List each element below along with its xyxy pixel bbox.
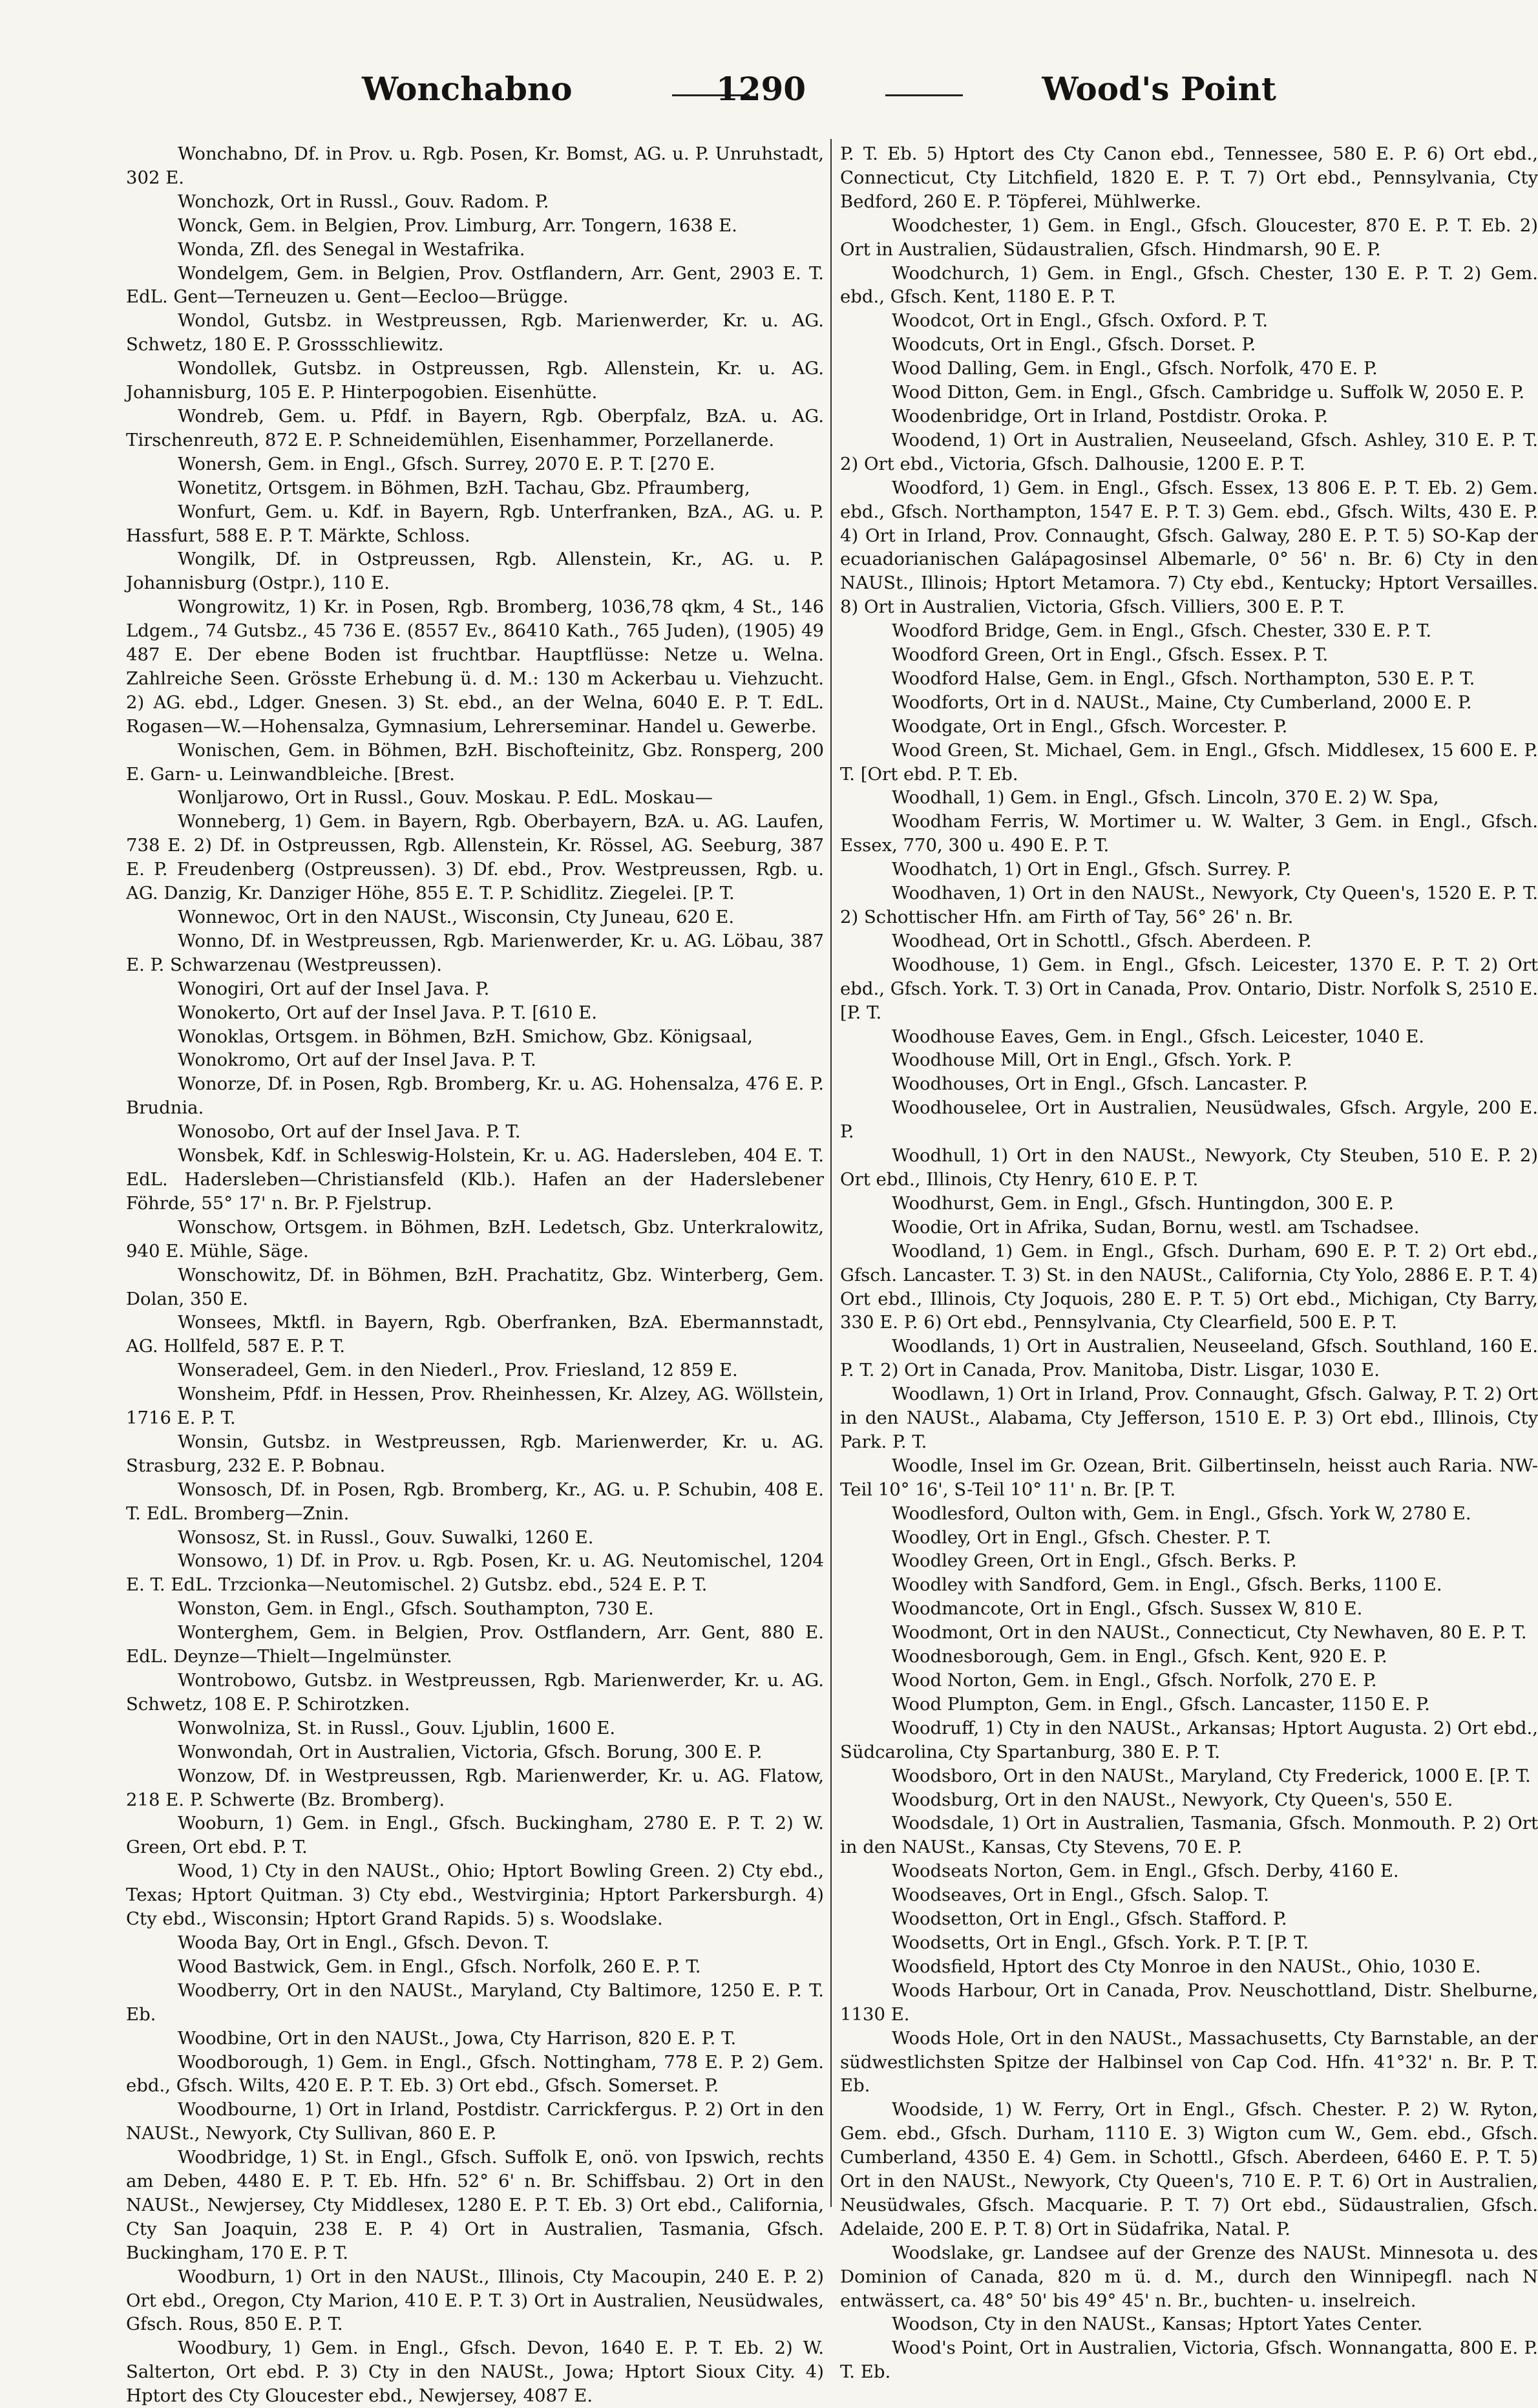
dictionary-entry: Woodsboro, Ort in den NAUSt., Maryland, Cty Frederick, 1000 E. [P. T. <box>892 1765 1531 1786</box>
column-divider <box>830 139 832 2207</box>
dictionary-entry: Wonschowitz, Df. in Böhmen, BzH. Prachatitz, Gbz. Winterberg, Gem. Dolan, 350 E. <box>126 1264 824 1309</box>
dictionary-entry: Wonorze, Df. in Posen, Rgb. Bromberg, Kr. u. AG. Hohensalza, 476 E. P. Brudnia. <box>126 1073 824 1119</box>
dictionary-entry: Woodhaven, 1) Ort in den NAUSt., Newyork, Cty Queen's, 1520 E. P. T. 2) Schottischer Hfn. am Firth of Tay, 56° 26' n. Br. <box>840 883 1538 927</box>
dictionary-entry: Wonchabno, Df. in Prov. u. Rgb. Posen, Kr. Bomst, AG. u. P. Unruhstadt, 302 E. <box>126 143 824 188</box>
dictionary-entry: Woodhouse Eaves, Gem. in Engl., Gfsch. Leicester, 1040 E. <box>892 1026 1425 1047</box>
left-column <box>126 142 824 2407</box>
dictionary-entry: Woodford Bridge, Gem. in Engl., Gfsch. Chester, 330 E. P. T. <box>892 620 1432 642</box>
dictionary-entry: Wonsowo, 1) Df. in Prov. u. Rgb. Posen, Kr. u. AG. Neutomischel, 1204 E. T. EdL. Trzcionka—Neutomischel. 2) Gutsbz. ebd., 524 E. P. T. <box>126 1550 824 1596</box>
dictionary-entry: Woodhouselee, Ort in Australien, Neusüdwales, Gfsch. Argyle, 200 E. P. <box>840 1097 1538 1143</box>
dictionary-entry: P. T. Eb. 5) Hptort des Cty Canon ebd., Tennessee, 580 E. P. 6) Ort ebd., Connecticut, Cty Litchfield, 1820 E. P. T. 7) Ort ebd., Pennsylvania, Cty Bedford, 260 E. P. Töpferei, Mühlwerke. <box>840 143 1538 212</box>
dictionary-entry: Wood Plumpton, Gem. in Engl., Gfsch. Lancaster, 1150 E. P. <box>892 1693 1430 1715</box>
dictionary-entry: Wonsosz, St. in Russl., Gouv. Suwalki, 1260 E. <box>178 1526 594 1548</box>
dictionary-entry: Woodchester, 1) Gem. in Engl., Gfsch. Gloucester, 870 E. P. T. Eb. 2) Ort in Australien, Südaustralien, Gfsch. Hindmarsh, 90 E. P. <box>840 215 1538 260</box>
dictionary-entry: Wonzow, Df. in Westpreussen, Rgb. Marienwerder, Kr. u. AG. Flatow, 218 E. P. Schwerte (Bz. Bromberg). <box>126 1765 824 1810</box>
dictionary-entry: Woodsfield, Hptort des Cty Monroe in den NAUSt., Ohio, 1030 E. <box>892 1956 1481 1977</box>
dictionary-entry: Woodgate, Ort in Engl., Gfsch. Worcester. P. <box>892 715 1288 737</box>
dictionary-entry: Wondol, Gutsbz. in Westpreussen, Rgb. Marienwerder, Kr. u. AG. Schwetz, 180 E. P. Grossschliewitz. <box>126 310 824 355</box>
dictionary-entry: Woodbourne, 1) Ort in Irland, Postdistr. Carrickfergus. P. 2) Ort in den NAUSt., Newyork, Cty Sullivan, 860 E. P. <box>126 2099 824 2144</box>
dictionary-entry: Wondollek, Gutsbz. in Ostpreussen, Rgb. Allenstein, Kr. u. AG. Johannisburg, 105 E. P. Hinterpogobien. Eisenhütte. <box>126 358 824 403</box>
dictionary-entry: Wonersh, Gem. in Engl., Gfsch. Surrey, 2070 E. P. T. [270 E. <box>178 453 715 474</box>
dictionary-entry: Woodsetts, Ort in Engl., Gfsch. York. P. T. [P. T. <box>892 1932 1309 1953</box>
page-header <box>0 70 1522 128</box>
dictionary-entry: Woodlands, 1) Ort in Australien, Neuseeland, Gfsch. Southland, 160 E. P. T. 2) Ort in Canada, Prov. Manitoba, Distr. Lisgar, 1030 E. <box>840 1336 1538 1381</box>
dictionary-entry: Wonnewoc, Ort in den NAUSt., Wisconsin, Cty Juneau, 620 E. <box>178 907 735 927</box>
dictionary-entry: Woodhall, 1) Gem. in Engl., Gfsch. Lincoln, 370 E. 2) W. Spa, <box>892 787 1439 808</box>
dictionary-entry: Wonischen, Gem. in Böhmen, BzH. Bischofteinitz, Gbz. Ronsperg, 200 E. Garn- u. Leinwandbleiche. [Brest. <box>126 739 824 785</box>
dictionary-entry: Woodsetton, Ort in Engl., Gfsch. Stafford. P. <box>892 1908 1287 1930</box>
dictionary-entry: Woodford, 1) Gem. in Engl., Gfsch. Essex, 13 806 E. P. T. Eb. 2) Gem. ebd., Gfsch. Northampton, 1547 E. P. T. 3) Gem. ebd., Gfsch. Wilts, 430 E. P. 4) Ort in Irland, Prov. Connaught, Gfsch. Galway, 280 E. P. T. 5) SO-Kap der ecuadorianischen Galápagosinsel Albemarle, 0° 56' n. Br. 6) Cty in den NAUSt., Illinois; Hptort Metamora. 7) Cty ebd., Kentucky; Hptort Versailles. 8) Ort in Australien, Victoria, Gfsch. Villiers, 300 E. P. T. <box>840 477 1538 618</box>
dictionary-entry: Woodson, Cty in den NAUSt., Kansas; Hptort Yates Center. <box>892 2314 1423 2335</box>
dictionary-entry: Woodruff, 1) Cty in den NAUSt., Arkansas; Hptort Augusta. 2) Ort ebd., Südcarolina, Cty Spartanburg, 380 E. P. T. <box>840 1717 1538 1762</box>
dictionary-entry: Woodlesford, Oulton with, Gem. in Engl., Gfsch. York W, 2780 E. <box>892 1503 1471 1524</box>
dictionary-entry: Woodcuts, Ort in Engl., Gfsch. Dorset. P. <box>892 334 1256 355</box>
dictionary-entry: Wondreb, Gem. u. Pfdf. in Bayern, Rgb. Oberpfalz, BzA. u. AG. Tirschenreuth, 872 E. P. Schneidemühlen, Eisenhammer, Porzellanerde. <box>126 405 824 450</box>
dictionary-entry: Woodley, Ort in Engl., Gfsch. Chester. P. T. <box>892 1526 1272 1548</box>
dictionary-entry: Wonschow, Ortsgem. in Böhmen, BzH. Ledetsch, Gbz. Unterkralowitz, 940 E. Mühle, Säge. <box>126 1216 824 1262</box>
dictionary-entry: Woodbine, Ort in den NAUSt., Jowa, Cty Harrison, 820 E. P. T. <box>178 2027 737 2049</box>
dictionary-entry: Wood Dalling, Gem. in Engl., Gfsch. Norfolk, 470 E. P. <box>892 358 1378 379</box>
dictionary-entry: Woods Hole, Ort in den NAUSt., Massachusetts, Cty Barnstable, an der südwestlichsten Spitze der Halbinsel von Cap Cod. Hfn. 41°32' n. Br. P. T. Eb. <box>840 2027 1538 2096</box>
dictionary-entry: Wontrobowo, Gutsbz. in Westpreussen, Rgb. Marienwerder, Kr. u. AG. Schwetz, 108 E. P. Schirotzken. <box>126 1670 824 1715</box>
page-number: 1290 <box>715 70 806 108</box>
dictionary-entry: Wood Green, St. Michael, Gem. in Engl., Gfsch. Middlesex, 15 600 E. P. T. [Ort ebd. P. T. Eb. <box>840 739 1538 785</box>
dictionary-entry: Wood's Point, Ort in Australien, Victoria, Gfsch. Wonnangatta, 800 E. P. T. Eb. <box>840 2338 1538 2383</box>
dictionary-entry: Woodside, 1) W. Ferry, Ort in Engl., Gfsch. Chester. P. 2) W. Ryton, Gem. ebd., Gfsch. Durham, 1110 E. 3) Wigton cum W., Gem. ebd., Gfsch. Cumberland, 4350 E. 4) Gem. in Schottl., Gfsch. Aberdeen, 6460 E. P. T. 5) Ort in den NAUSt., Newyork, Cty Queen's, 710 E. P. T. 6) Ort in Australien, Neusüdwales, Gfsch. Macquarie. P. T. 7) Ort ebd., Südaustralien, Gfsch. Adelaide, 200 E. P. T. 8) Ort in Südafrika, Natal. P. <box>840 2099 1538 2239</box>
dictionary-entry: Woodsdale, 1) Ort in Australien, Tasmania, Gfsch. Monmouth. P. 2) Ort in den NAUSt., Kansas, Cty Stevens, 70 E. P. <box>840 1813 1538 1858</box>
dictionary-entry: Woods Harbour, Ort in Canada, Prov. Neuschottland, Distr. Shelburne, 1130 E. <box>840 1980 1538 2025</box>
dictionary-entry: Wonterghem, Gem. in Belgien, Prov. Ostflandern, Arr. Gent, 880 E. EdL. Deynze—Thielt—Ingelmünster. <box>126 1622 824 1667</box>
dictionary-entry: Wonston, Gem. in Engl., Gfsch. Southampton, 730 E. <box>178 1598 654 1620</box>
dictionary-entry: Woodenbridge, Ort in Irland, Postdistr. Oroka. P. <box>892 405 1329 427</box>
dictionary-entry: Woodnesborough, Gem. in Engl., Gfsch. Kent, 920 E. P. <box>892 1646 1387 1667</box>
dictionary-entry: Wonwondah, Ort in Australien, Victoria, Gfsch. Borung, 300 E. P. <box>178 1741 763 1762</box>
dictionary-entry: Wood, 1) Cty in den NAUSt., Ohio; Hptort Bowling Green. 2) Cty ebd., Texas; Hptort Quitman. 3) Cty ebd., Westvirginia; Hptort Parkersburgh. 4) Cty ebd., Wisconsin; Hptort Grand Rapids. 5) s. Woodslake. <box>126 1861 824 1930</box>
dictionary-entry: Wood Ditton, Gem. in Engl., Gfsch. Cambridge u. Suffolk W, 2050 E. P. <box>892 382 1525 403</box>
dictionary-entry: Wood Norton, Gem. in Engl., Gfsch. Norfolk, 270 E. P. <box>892 1670 1377 1691</box>
dictionary-entry: Woodcot, Ort in Engl., Gfsch. Oxford. P. T. <box>892 310 1269 332</box>
dictionary-entry: Woodley Green, Ort in Engl., Gfsch. Berks. P. <box>892 1550 1297 1572</box>
dictionary-entry: Wonokromo, Ort auf der Insel Java. P. T. <box>178 1050 536 1071</box>
dictionary-entry: Wonno, Df. in Westpreussen, Rgb. Marienwerder, Kr. u. AG. Löbau, 387 E. P. Schwarzenau (Westpreussen). <box>126 930 824 975</box>
dictionary-entry: Woodlawn, 1) Ort in Irland, Prov. Connaught, Gfsch. Galway, P. T. 2) Ort in den NAUSt., Alabama, Cty Jefferson, 1510 E. P. 3) Ort ebd., Illinois, Cty Park. P. T. <box>840 1384 1538 1452</box>
dictionary-entry: Wonck, Gem. in Belgien, Prov. Limburg, Arr. Tongern, 1638 E. <box>178 215 737 236</box>
dictionary-entry: Woodhead, Ort in Schottl., Gfsch. Aberdeen. P. <box>892 930 1312 951</box>
dictionary-entry: Woodhatch, 1) Ort in Engl., Gfsch. Surrey. P. <box>892 859 1291 880</box>
dictionary-entry: Wonokerto, Ort auf der Insel Java. P. T. [610 E. <box>178 1002 597 1023</box>
dictionary-entry: Woodmont, Ort in den NAUSt., Connecticut, Cty Newhaven, 80 E. P. T. <box>892 1622 1527 1643</box>
dictionary-entry: Woodford Halse, Gem. in Engl., Gfsch. Northampton, 530 E. P. T. <box>892 668 1475 689</box>
dictionary-entry: Woodley with Sandford, Gem. in Engl., Gfsch. Berks, 1100 E. <box>892 1574 1442 1596</box>
dictionary-entry: Woodborough, 1) Gem. in Engl., Gfsch. Nottingham, 778 E. P. 2) Gem. ebd., Gfsch. Wilts, 420 E. P. T. Eb. 3) Ort ebd., Gfsch. Somerset. P. <box>126 2051 824 2096</box>
dictionary-entry: Wood Bastwick, Gem. in Engl., Gfsch. Norfolk, 260 E. P. T. <box>178 1956 701 1977</box>
dictionary-entry: Wonosobo, Ort auf der Insel Java. P. T. <box>178 1121 521 1143</box>
dictionary-entry: Wondelgem, Gem. in Belgien, Prov. Ostflandern, Arr. Gent, 2903 E. T. EdL. Gent—Terneuzen u. Gent—Eecloo—Brügge. <box>126 262 824 308</box>
dictionary-entry: Woodsburg, Ort in den NAUSt., Newyork, Cty Queen's, 550 E. <box>892 1789 1453 1810</box>
dictionary-entry: Wonneberg, 1) Gem. in Bayern, Rgb. Oberbayern, BzA. u. AG. Laufen, 738 E. 2) Df. in Ostpreussen, Rgb. Allenstein, Kr. Rössel, AG. Seeburg, 387 E. P. Freudenberg (Ostpreussen). 3) Df. ebd., Prov. Westpreussen, Rgb. u. AG. Danzig, Kr. Danziger Höhe, 855 E. T. P. Schidlitz. Ziegelei. [P. T. <box>126 811 824 904</box>
dictionary-entry: Wonetitz, Ortsgem. in Böhmen, BzH. Tachau, Gbz. Pfraumberg, <box>178 477 750 498</box>
dictionary-entry: Wongrowitz, 1) Kr. in Posen, Rgb. Bromberg, 1036,78 qkm, 4 St., 146 Ldgem., 74 Gutsbz., 45 736 E. (8557 Ev., 86410 Kath., 765 Juden), (1905) 49 487 E. Der ebene Boden ist fruchtbar. Hauptflüsse: Netze u. Welna. Zahlreiche Seen. Grösste Erhebung ü. d. M.: 130 m Ackerbau u. Viehzucht. 2) AG. ebd., Ldger. Gnesen. 3) St. ebd., an der Welna, 6040 E. P. T. EdL. Rogasen—W.—Hohensalza, Gymnasium, Lehrerseminar. Handel u. Gewerbe. <box>126 597 824 737</box>
dictionary-entry: Woodhouses, Ort in Engl., Gfsch. Lancaster. P. <box>892 1073 1308 1095</box>
dictionary-entry: Woodforts, Ort in d. NAUSt., Maine, Cty Cumberland, 2000 E. P. <box>892 692 1472 713</box>
dictionary-entry: Wooburn, 1) Gem. in Engl., Gfsch. Buckingham, 2780 E. P. T. 2) W. Green, Ort ebd. P. T. <box>126 1813 824 1858</box>
dictionary-entry: Woodford Green, Ort in Engl., Gfsch. Essex. P. T. <box>892 644 1329 666</box>
dictionary-entry: Wongilk, Df. in Ostpreussen, Rgb. Allenstein, Kr., AG. u. P. Johannisburg (Ostpr.), 110 E. <box>126 549 824 594</box>
dictionary-entry: Wonwolnizа, St. in Russl., Gouv. Ljublin, 1600 E. <box>178 1717 616 1738</box>
dictionary-entry: Woodle, Insel im Gr. Ozean, Brit. Gilbertinseln, heisst auch Raria. NW-Teil 10° 16', S-Teil 10° 11' n. Br. [P. T. <box>840 1455 1538 1500</box>
dictionary-entry: Wonda, Zfl. des Senegal in Westafrika. <box>178 238 525 260</box>
dictionary-entry: Woodseaves, Ort in Engl., Gfsch. Salop. T. <box>892 1885 1270 1906</box>
header-first-entry: Wonchabno <box>362 70 573 108</box>
dictionary-entry: Wonfurt, Gem. u. Kdf. in Bayern, Rgb. Unterfranken, BzA., AG. u. P. Hassfurt, 588 E. P. T. Märkte, Schloss. <box>126 501 824 546</box>
dictionary-entry: Woodbury, 1) Gem. in Engl., Gfsch. Devon, 1640 E. P. T. Eb. 2) W. Salterton, Ort ebd. P. 3) Cty in den NAUSt., Jowa; Hptort Sioux City. 4) Hptort des Cty Gloucester ebd., Newjersey, 4087 E. <box>126 2338 824 2407</box>
dictionary-entry: Wonsin, Gutsbz. in Westpreussen, Rgb. Marienwerder, Kr. u. AG. Strasburg, 232 E. P. Bobnau. <box>126 1431 824 1476</box>
dictionary-entry: Wonsees, Mktfl. in Bayern, Rgb. Oberfranken, BzA. Ebermannstadt, AG. Hollfeld, 587 E. P. T. <box>126 1312 824 1357</box>
dictionary-entry: Woodmancote, Ort in Engl., Gfsch. Sussex W, 810 E. <box>892 1598 1363 1620</box>
dictionary-entry: Wooda Bay, Ort in Engl., Gfsch. Devon. T. <box>178 1932 549 1953</box>
dictionary-entry: Woodie, Ort in Afrika, Sudan, Bornu, westl. am Tschadsee. <box>892 1216 1420 1238</box>
dictionary-entry: Woodham Ferris, W. Mortimer u. W. Walter, 3 Gem. in Engl., Gfsch. Essex, 770, 300 u. 490 E. P. T. <box>840 811 1538 856</box>
dictionary-entry: Woodslake, gr. Landsee auf der Grenze des NAUSt. Minnesota u. des Dominion of Canada, 820 m ü. d. M., durch den Winnipegfl. nach N entwässert, ca. 48° 50' bis 49° 45' n. Br., buchten- u. inselreich. <box>840 2242 1538 2311</box>
dictionary-entry: Woodhull, 1) Ort in den NAUSt., Newyork, Cty Steuben, 510 E. P. 2) Ort ebd., Illinois, Cty Henry, 610 E. P. T. <box>840 1145 1538 1190</box>
dictionary-entry: Woodbridge, 1) St. in Engl., Gfsch. Suffolk E, onö. von Ipswich, rechts am Deben, 4480 E. P. T. Eb. Hfn. 52° 6' n. Br. Schiffsbau. 2) Ort in den NAUSt., Newjersey, Cty Middlesex, 1280 E. P. T. Eb. 3) Ort ebd., California, Cty San Joaquin, 238 E. P. 4) Ort in Australien, Tasmania, Gfsch. Buckingham, 170 E. P. T. <box>126 2147 824 2263</box>
dictionary-entry: Woodchurch, 1) Gem. in Engl., Gfsch. Chester, 130 E. P. T. 2) Gem. ebd., Gfsch. Kent, 1180 E. P. T. <box>840 262 1538 308</box>
dictionary-entry: Wonoklas, Ortsgem. in Böhmen, BzH. Smichow, Gbz. Königsaal, <box>178 1026 753 1047</box>
dictionary-entry: Wonogiri, Ort auf der Insel Java. P. <box>178 978 490 999</box>
dictionary-entry: Woodhouse, 1) Gem. in Engl., Gfsch. Leicester, 1370 E. P. T. 2) Ort ebd., Gfsch. York. T. 3) Ort in Canada, Prov. Ontario, Distr. Norfolk S, 2510 E. [P. T. <box>840 954 1538 1023</box>
dictionary-entry: Woodburn, 1) Ort in den NAUSt., Illinois, Cty Macoupin, 240 E. P. 2) Ort ebd., Oregon, Cty Marion, 410 E. P. T. 3) Ort in Australien, Neusüdwales, Gfsch. Rous, 850 E. P. T. <box>126 2266 824 2335</box>
dictionary-entry: Woodland, 1) Gem. in Engl., Gfsch. Durham, 690 E. P. T. 2) Ort ebd., Gfsch. Lancaster. T. 3) St. in den NAUSt., California, Cty Yolo, 2886 E. P. T. 4) Ort ebd., Illinois, Cty Joquois, 280 E. P. T. 5) Ort ebd., Michigan, Cty Barry, 330 E. P. 6) Ort ebd., Pennsylvania, Cty Clearfield, 500 E. P. T. <box>840 1240 1538 1333</box>
dictionary-entry: Wonseradeel, Gem. in den Niederl., Prov. Friesland, 12 859 E. <box>178 1360 738 1381</box>
dictionary-entry: Woodhurst, Gem. in Engl., Gfsch. Huntingdon, 300 E. P. <box>892 1192 1395 1214</box>
right-column <box>840 142 1538 2383</box>
header-last-entry: Wood's Point <box>1042 70 1276 108</box>
dictionary-entry: Woodend, 1) Ort in Australien, Neuseeland, Gfsch. Ashley, 310 E. P. T. 2) Ort ebd., Victoria, Gfsch. Dalhousie, 1200 E. P. T. <box>840 429 1538 474</box>
dictionary-entry: Woodseats Norton, Gem. in Engl., Gfsch. Derby, 4160 E. <box>892 1861 1399 1882</box>
dictionary-entry: Wonsbek, Kdf. in Schleswig-Holstein, Kr. u. AG. Hadersleben, 404 E. T. EdL. Hadersleben—Christiansfeld (Klb.). Hafen an der Haderslebener Föhrde, 55° 17' n. Br. P. Fjelstrup. <box>126 1145 824 1214</box>
dictionary-entry: Woodberry, Ort in den NAUSt., Maryland, Cty Baltimore, 1250 E. P. T. Eb. <box>126 1980 824 2025</box>
header-dash-right <box>885 94 963 96</box>
dictionary-entry: Wonsosch, Df. in Posen, Rgb. Bromberg, Kr., AG. u. P. Schubin, 408 E. T. EdL. Bromberg—Znin. <box>126 1479 824 1524</box>
dictionary-entry: Wonljarowo, Ort in Russl., Gouv. Moskau. P. EdL. Moskau— <box>178 787 713 808</box>
dictionary-entry: Wonchozk, Ort in Russl., Gouv. Radom. P. <box>178 191 549 212</box>
dictionary-entry: Woodhouse Mill, Ort in Engl., Gfsch. York. P. <box>892 1050 1292 1071</box>
dictionary-entry: Wonsheim, Pfdf. in Hessen, Prov. Rheinhessen, Kr. Alzey, AG. Wöllstein, 1716 E. P. T. <box>126 1384 824 1429</box>
